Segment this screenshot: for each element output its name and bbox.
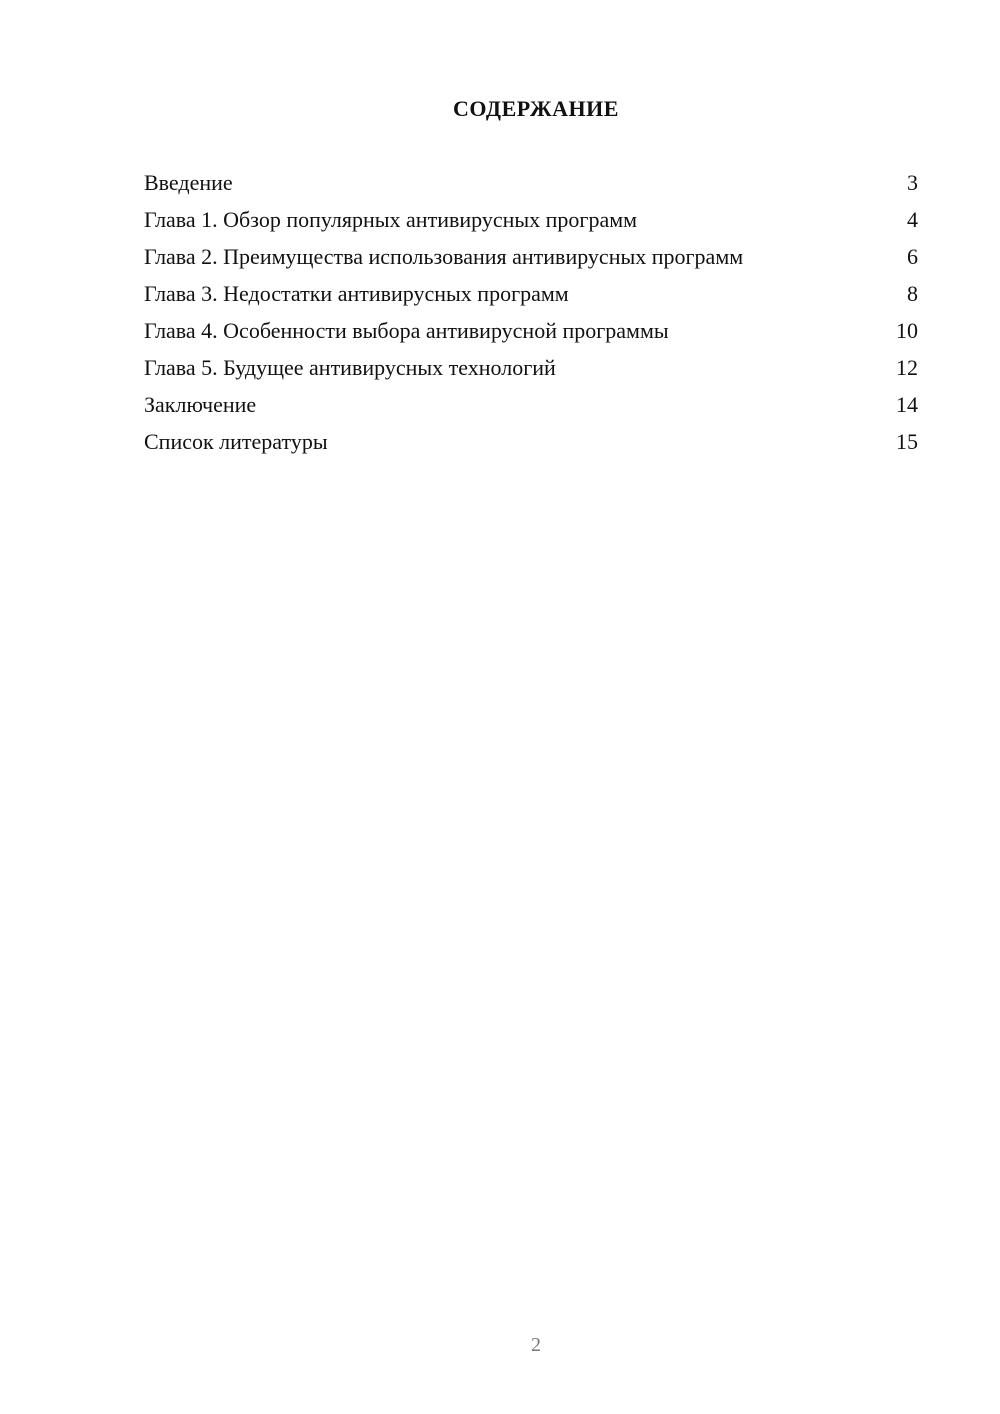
toc-entry-page: 10 <box>896 318 918 343</box>
toc-entry-page: 4 <box>907 207 918 232</box>
toc-entry-label: Глава 4. Особенности выбора антивирусной программы <box>144 318 669 343</box>
toc-entry-page: 15 <box>896 429 918 454</box>
toc-entry-label: Глава 5. Будущее антивирусных технологий <box>144 355 556 380</box>
toc-entry-page: 8 <box>907 281 918 306</box>
toc-entry-references <box>144 429 918 455</box>
toc-entry-chapter-1 <box>144 207 918 233</box>
toc-entry-page: 6 <box>907 244 918 269</box>
toc-entry-chapter-2 <box>144 244 918 270</box>
page-number: 2 <box>531 1334 541 1356</box>
table-of-contents <box>144 170 918 466</box>
toc-entry-chapter-4 <box>144 318 918 344</box>
toc-entry-label: Глава 1. Обзор популярных антивирусных программ <box>144 207 638 232</box>
toc-entry-label: Введение <box>144 170 233 195</box>
toc-entry-conclusion <box>144 392 918 418</box>
toc-entry-page: 12 <box>896 355 918 380</box>
toc-entry-page: 14 <box>896 392 918 417</box>
toc-entry-chapter-5 <box>144 355 918 381</box>
toc-entry-introduction <box>144 170 918 196</box>
toc-entry-label: Заключение <box>144 392 257 417</box>
toc-entry-label: Глава 3. Недостатки антивирусных программ <box>144 281 569 306</box>
toc-entry-page: 3 <box>907 170 918 195</box>
toc-entry-label: Глава 2. Преимущества использования антивирусных программ <box>144 244 744 269</box>
toc-entry-label: Список литературы <box>144 429 328 454</box>
page-title: СОДЕРЖАНИЕ <box>453 96 619 121</box>
toc-entry-chapter-3 <box>144 281 918 307</box>
